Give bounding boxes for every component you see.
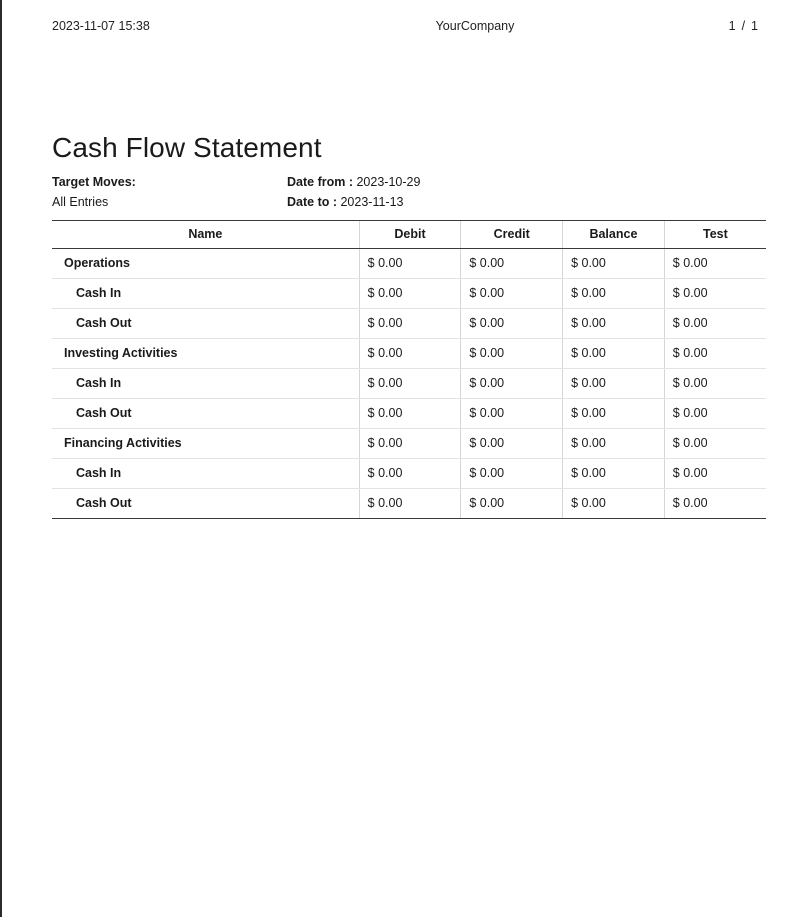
row-test: $ 0.00 <box>664 369 766 399</box>
row-name: Operations <box>52 249 359 279</box>
table-row <box>52 459 766 489</box>
row-credit: $ 0.00 <box>461 279 563 309</box>
row-name: Cash In <box>52 459 359 489</box>
cash-flow-table <box>52 220 766 519</box>
row-name: Cash Out <box>52 309 359 339</box>
row-name: Cash Out <box>52 399 359 429</box>
page-title: Cash Flow Statement <box>52 132 322 163</box>
row-debit: $ 0.00 <box>359 279 461 309</box>
meta-row-first <box>52 172 764 192</box>
row-credit: $ 0.00 <box>461 309 563 339</box>
row-debit: $ 0.00 <box>359 429 461 459</box>
page-number-separator: / <box>741 19 746 33</box>
row-test: $ 0.00 <box>664 309 766 339</box>
row-balance: $ 0.00 <box>563 339 665 369</box>
column-header-name: Name <box>52 221 359 249</box>
row-credit: $ 0.00 <box>461 339 563 369</box>
table-header <box>52 221 766 249</box>
row-balance: $ 0.00 <box>563 489 665 519</box>
table-row <box>52 429 766 459</box>
row-credit: $ 0.00 <box>461 249 563 279</box>
date-from-value: 2023-10-29 <box>356 175 421 189</box>
row-balance: $ 0.00 <box>563 429 665 459</box>
page-number-current: 1 <box>728 19 736 33</box>
header-datetime: 2023-11-07 15:38 <box>52 19 150 33</box>
row-debit: $ 0.00 <box>359 399 461 429</box>
meta-row-second <box>52 192 764 212</box>
row-name: Cash Out <box>52 489 359 519</box>
page-header <box>2 0 804 34</box>
date-from-label: Date from : <box>287 175 353 189</box>
table-row <box>52 339 766 369</box>
row-balance: $ 0.00 <box>563 279 665 309</box>
table-row <box>52 399 766 429</box>
row-test: $ 0.00 <box>664 429 766 459</box>
row-test: $ 0.00 <box>664 249 766 279</box>
table-row <box>52 369 766 399</box>
row-debit: $ 0.00 <box>359 489 461 519</box>
row-balance: $ 0.00 <box>563 309 665 339</box>
page-number <box>638 19 758 33</box>
column-header-credit: Credit <box>461 221 563 249</box>
date-to-value: 2023-11-13 <box>340 195 404 209</box>
column-header-balance: Balance <box>563 221 665 249</box>
row-test: $ 0.00 <box>664 459 766 489</box>
target-moves-value: All Entries <box>52 195 109 209</box>
row-name: Cash In <box>52 279 359 309</box>
table-header-row <box>52 221 766 249</box>
row-name: Cash In <box>52 369 359 399</box>
row-balance: $ 0.00 <box>563 459 665 489</box>
column-header-debit: Debit <box>359 221 461 249</box>
document-body <box>2 132 804 519</box>
row-credit: $ 0.00 <box>461 429 563 459</box>
row-balance: $ 0.00 <box>563 249 665 279</box>
row-test: $ 0.00 <box>664 489 766 519</box>
row-balance: $ 0.00 <box>563 399 665 429</box>
row-debit: $ 0.00 <box>359 339 461 369</box>
row-debit: $ 0.00 <box>359 459 461 489</box>
row-name: Financing Activities <box>52 429 359 459</box>
table-row <box>52 249 766 279</box>
report-meta <box>52 172 764 212</box>
row-debit: $ 0.00 <box>359 309 461 339</box>
row-credit: $ 0.00 <box>461 459 563 489</box>
row-debit: $ 0.00 <box>359 369 461 399</box>
table-row <box>52 489 766 519</box>
header-company-name: YourCompany <box>435 19 515 33</box>
row-credit: $ 0.00 <box>461 489 563 519</box>
page-number-total: 1 <box>751 19 758 33</box>
target-moves-label: Target Moves: <box>52 175 136 189</box>
row-credit: $ 0.00 <box>461 399 563 429</box>
row-test: $ 0.00 <box>664 399 766 429</box>
table-body <box>52 249 766 519</box>
row-test: $ 0.00 <box>664 279 766 309</box>
row-debit: $ 0.00 <box>359 249 461 279</box>
row-name: Investing Activities <box>52 339 359 369</box>
row-test: $ 0.00 <box>664 339 766 369</box>
column-header-test: Test <box>664 221 766 249</box>
table-row <box>52 279 766 309</box>
row-balance: $ 0.00 <box>563 369 665 399</box>
row-credit: $ 0.00 <box>461 369 563 399</box>
date-to-label: Date to : <box>287 195 337 209</box>
table-row <box>52 309 766 339</box>
